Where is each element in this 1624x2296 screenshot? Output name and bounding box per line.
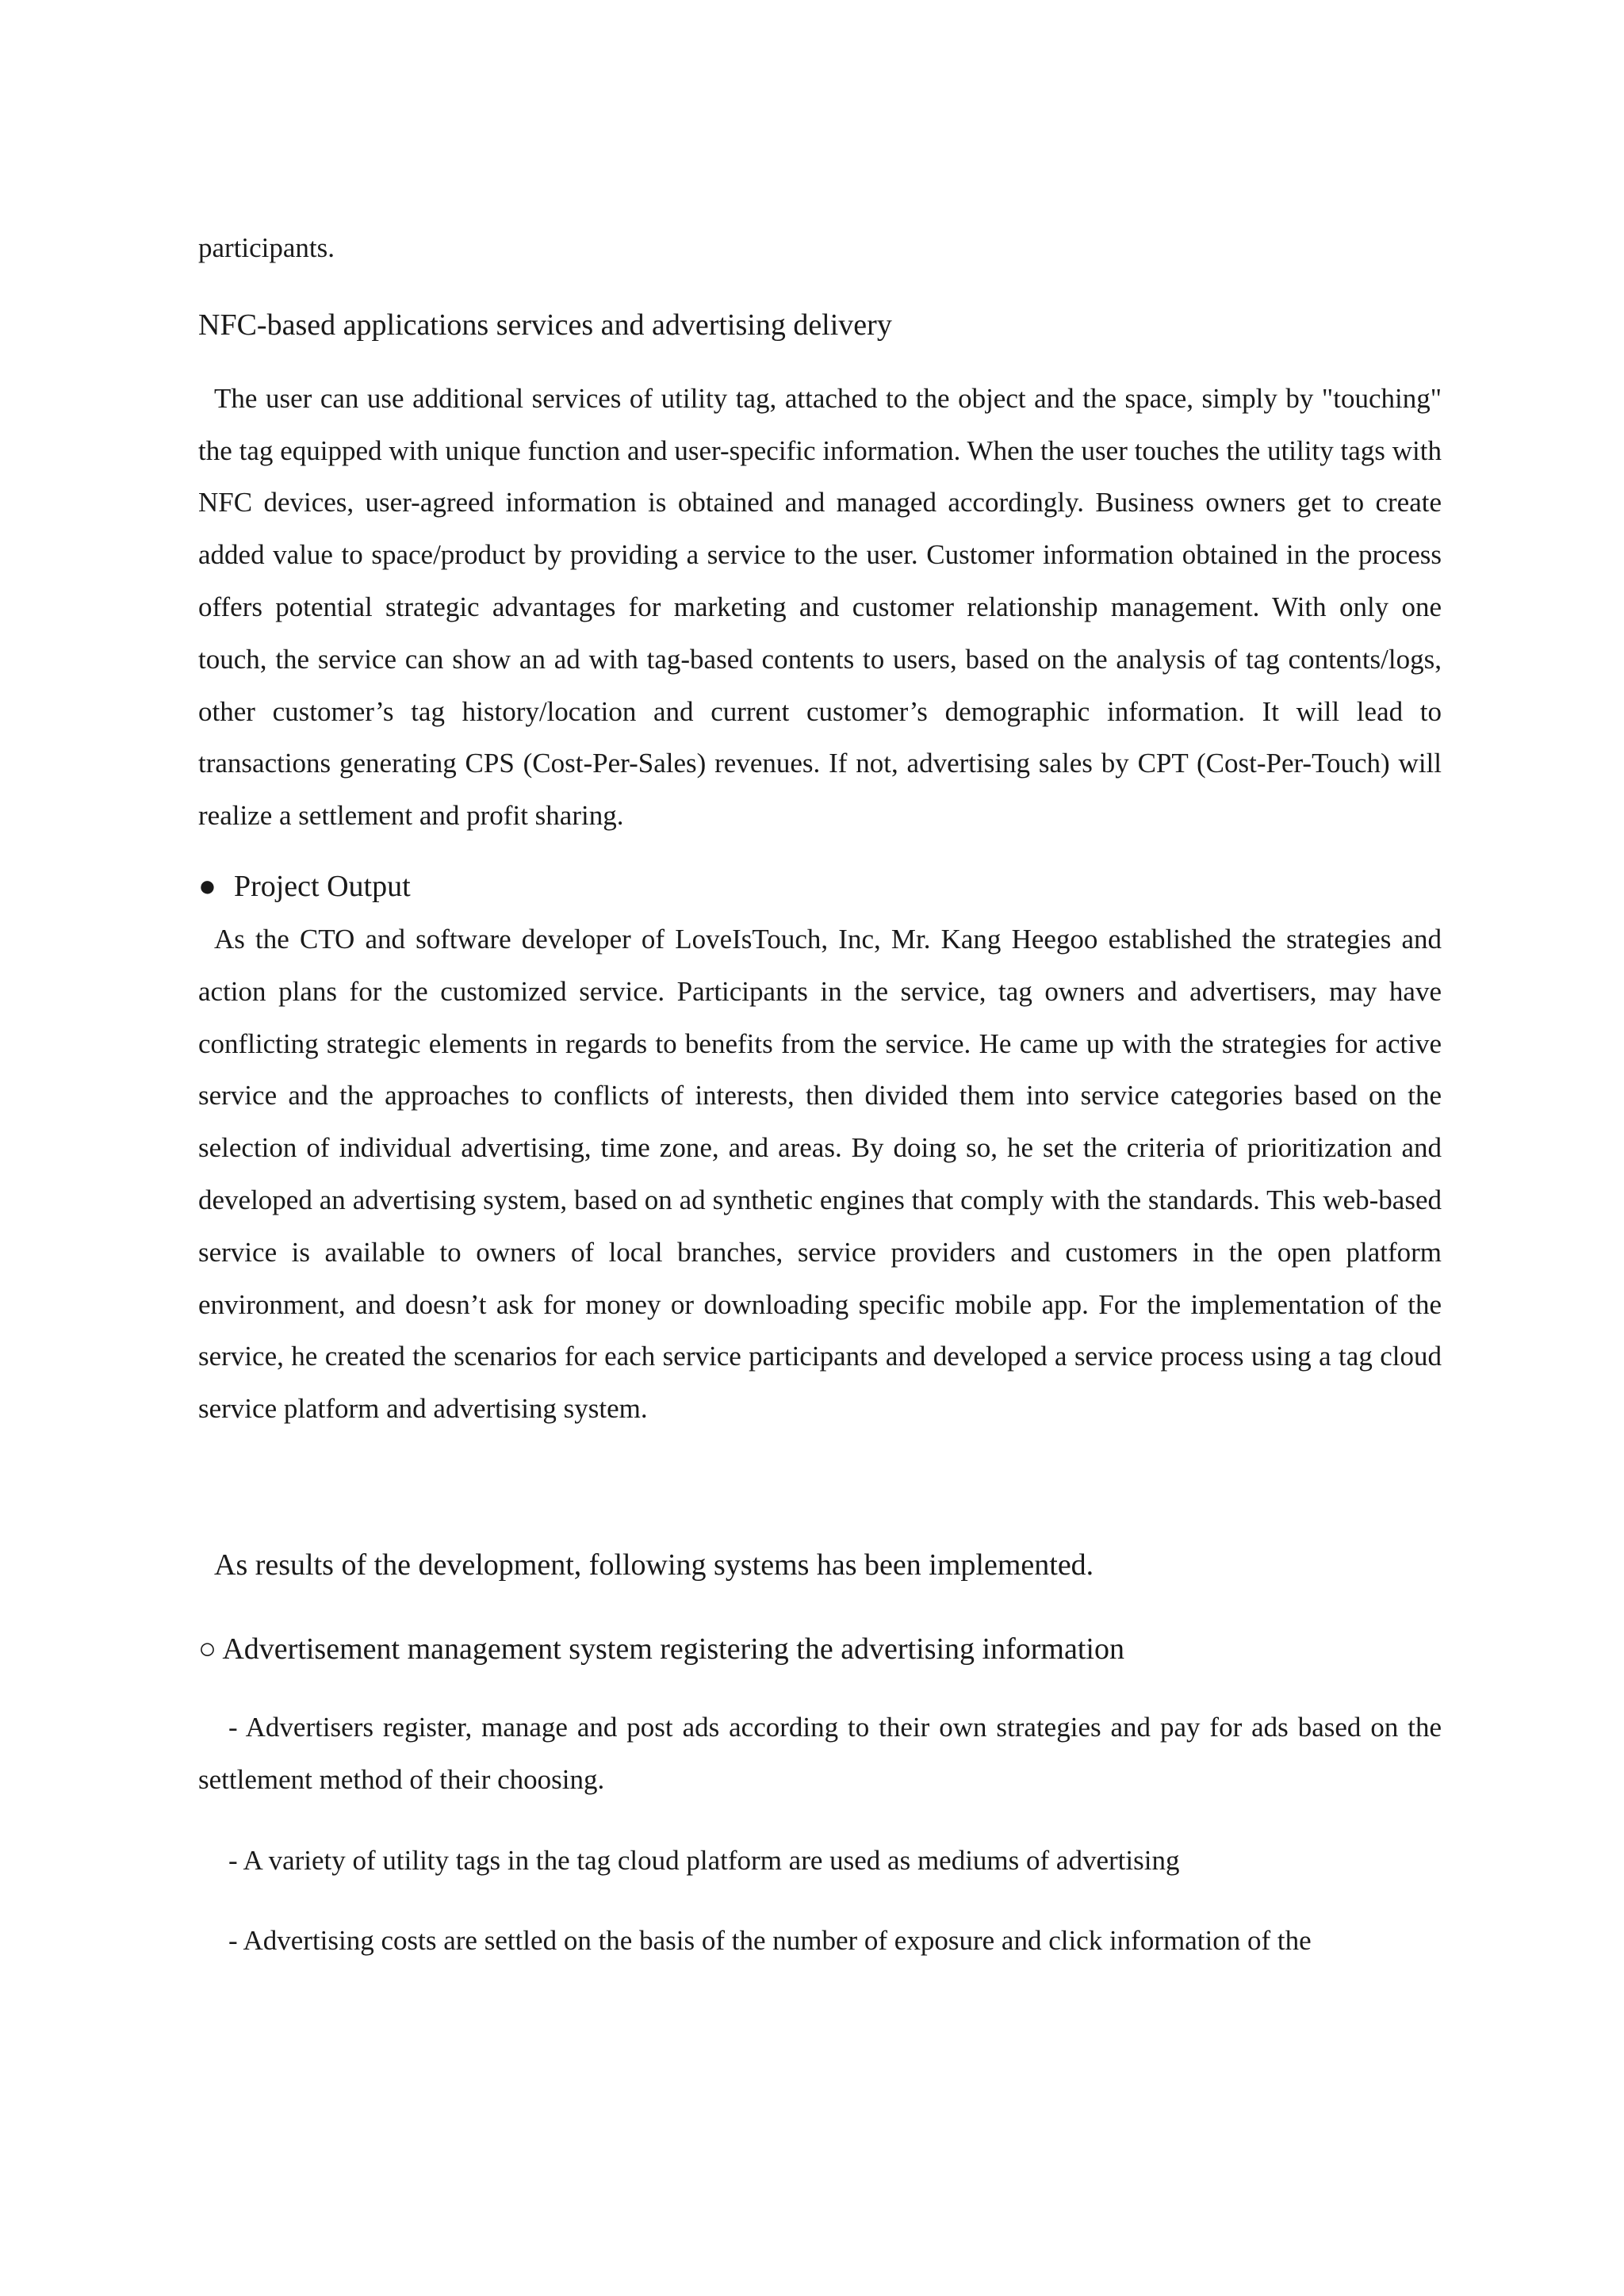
section-heading-nfc: NFC-based applications services and advertising delivery (198, 308, 892, 342)
list-item: - Advertising costs are settled on the basis of the number of exposure and click information of the (228, 1925, 1312, 1957)
nfc-body-paragraph: The user can use additional services of utility tag, attached to the object and the space, simply by "touching" the tag equipped with unique function and user-specific information. When the user touches the utility tags with NFC devices, user-agreed information is obtained and managed accordingly. Business owners get to create added value to space/product by providing a service to the user. Customer information obtained in the process offers potential strategic advantages for marketing and customer relationship management. With only one touch, the service can show an ad with tag-based contents to users, based on the analysis of tag contents/logs, other customer’s tag history/location and current customer’s demographic information. It will lead to transactions generating CPS (Cost-Per-Sales) revenues. If not, advertising sales by CPT (Cost-Per-Touch) will realize a settlement and profit sharing. (198, 382, 1442, 832)
subheading-ad-management: ○ Advertisement management system registering the advertising information (198, 1632, 1124, 1666)
results-intro: As results of the development, following systems has been implemented. (214, 1548, 1094, 1582)
list-item: - A variety of utility tags in the tag cloud platform are used as mediums of advertising (228, 1844, 1180, 1876)
bullet-icon: ● (198, 869, 216, 903)
list-item: - Advertisers register, manage and post ads according to their own strategies and pay for ads based on the settlement method of their choosing. (198, 1711, 1442, 1795)
project-output-paragraph: As the CTO and software developer of LoveIsTouch, Inc, Mr. Kang Heegoo established the strategies and action plans for the customized service. Participants in the service, tag owners and advertisers, may have conflicting strategic elements in regards to benefits from the service. He came up with the strategies for active service and the approaches to conflicts of interests, then divided them into service categories based on the selection of individual advertising, time zone, and areas. By doing so, he set the criteria of prioritization and developed an advertising system, based on ad synthetic engines that comply with the standards. This web-based service is available to owners of local branches, service providers and customers in the open platform environment, and doesn’t ask for money or downloading specific mobile app. For the implementation of the service, he created the scenarios for each service participants and developed a service process using a tag cloud service platform and advertising system. (198, 923, 1442, 1425)
project-output-title: Project Output (233, 869, 411, 903)
document-page (198, 222, 1442, 1967)
continuation-text: participants. (198, 232, 335, 263)
section-heading-project-output (198, 863, 1442, 910)
